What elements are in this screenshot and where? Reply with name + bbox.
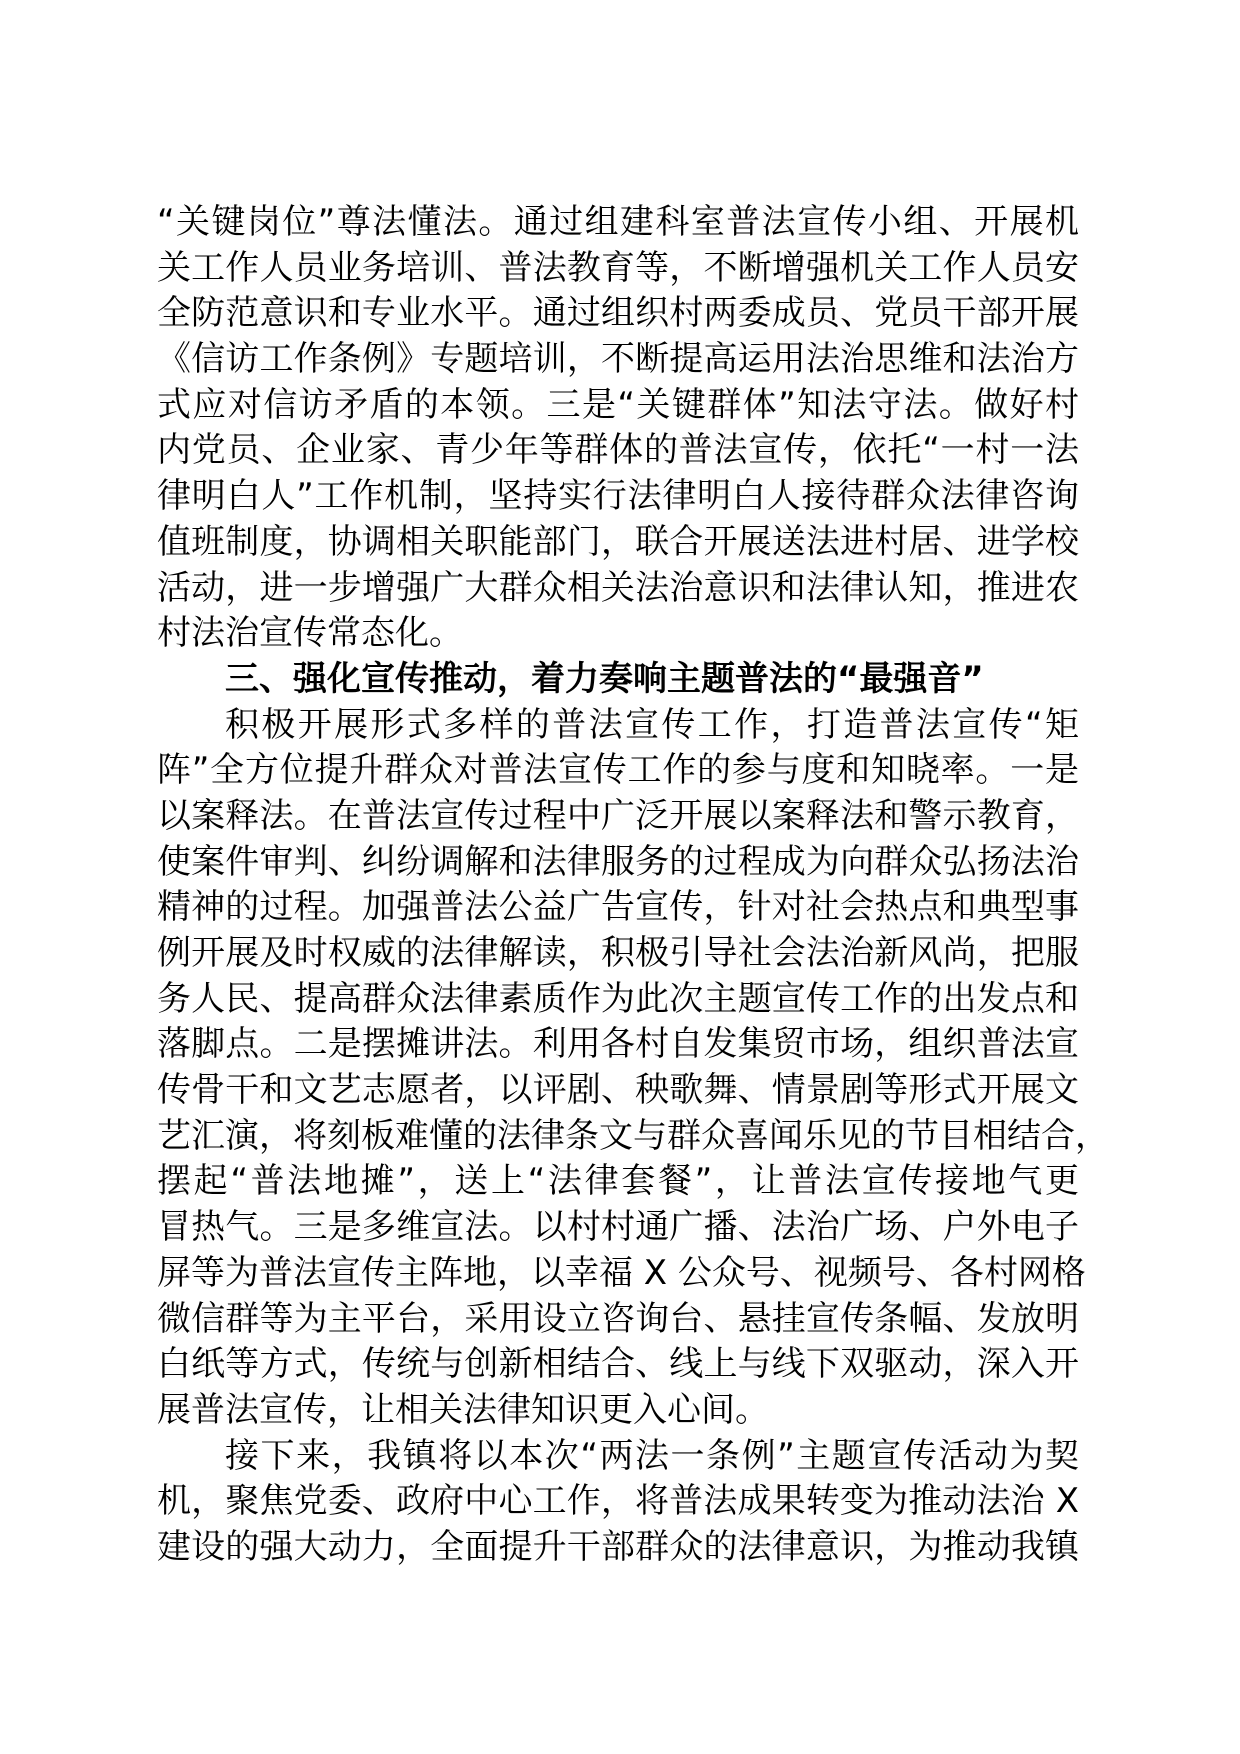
text-line: 摆起“普法地摊”，送上“法律套餐”，让普法宣传接地气更 (157, 1161, 1079, 1202)
text-line: 白纸等方式，传统与创新相结合、线上与线下双驱动，深入开 (157, 1344, 1079, 1385)
text-line: 活动，进一步增强广大群众相关法治意识和法律认知，推进农 (157, 567, 1079, 608)
text-line: 全防范意识和专业水平。通过组织村两委成员、党员干部开展 (157, 293, 1079, 334)
text-line: 阵”全方位提升群众对普法宣传工作的参与度和知晓率。一是 (157, 750, 1079, 791)
section-heading: 三、强化宣传推动，着力奏响主题普法的“最强音” (225, 658, 984, 699)
text-line: 屏等为普法宣传主阵地，以幸福 X 公众号、视频号、各村网格 (157, 1252, 1086, 1293)
paragraph-2 (157, 703, 1109, 1434)
text-line: 传骨干和文艺志愿者，以评剧、秧歌舞、情景剧等形式开展文 (157, 1070, 1079, 1111)
text-line: 接下来，我镇将以本次“两法一条例”主题宣传活动为契 (225, 1435, 1079, 1476)
document-body (157, 200, 1109, 1571)
paragraph-3 (157, 1434, 1079, 1571)
text-line: 律明白人”工作机制，坚持实行法律明白人接待群众法律咨询 (157, 476, 1079, 517)
text-line: 落脚点。二是摆摊讲法。利用各村自发集贸市场，组织普法宣 (157, 1024, 1079, 1065)
text-line: “关键岗位”尊法懂法。通过组建科室普法宣传小组、开展机 (157, 202, 1079, 242)
text-line: 关工作人员业务培训、普法教育等，不断增强机关工作人员安 (157, 247, 1079, 288)
text-line: 内党员、企业家、青少年等群体的普法宣传，依托“一村一法 (157, 430, 1079, 471)
text-line: 机，聚焦党委、政府中心工作，将普法成果转变为推动法治 X (157, 1481, 1079, 1522)
text-line: 积极开展形式多样的普法宣传工作，打造普法宣传“矩 (225, 704, 1079, 745)
text-line: 艺汇演，将刻板难懂的法律条文与群众喜闻乐见的节目相结合， (157, 1115, 1109, 1156)
text-line: 精神的过程。加强普法公益广告宣传，针对社会热点和典型事 (157, 887, 1079, 928)
text-line: 务人民、提高群众法律素质作为此次主题宣传工作的出发点和 (157, 978, 1079, 1019)
text-line: 冒热气。三是多维宣法。以村村通广播、法治广场、户外电子 (157, 1207, 1079, 1248)
text-line: 建设的强大动力，全面提升干部群众的法律意识，为推动我镇 (157, 1526, 1079, 1567)
text-line: 式应对信访矛盾的本领。三是“关键群体”知法守法。做好村 (157, 384, 1079, 425)
text-line: 展普法宣传，让相关法律知识更入心间。 (157, 1389, 769, 1430)
text-line: 例开展及时权威的法律解读，积极引导社会法治新风尚，把服 (157, 933, 1079, 973)
text-line: 村法治宣传常态化。 (157, 613, 463, 654)
text-line: 《信访工作条例》专题培训，不断提高运用法治思维和法治方 (157, 339, 1079, 380)
text-line: 使案件审判、纠纷调解和法律服务的过程成为向群众弘扬法治 (157, 841, 1079, 882)
text-line: 以案释法。在普法宣传过程中广泛开展以案释法和警示教育， (157, 795, 1079, 836)
text-line: 值班制度，协调相关职能部门，联合开展送法进村居、进学校 (157, 521, 1079, 562)
text-line: 微信群等为主平台，采用设立咨询台、悬挂宣传条幅、发放明 (157, 1298, 1079, 1339)
paragraph-1 (157, 200, 1079, 657)
